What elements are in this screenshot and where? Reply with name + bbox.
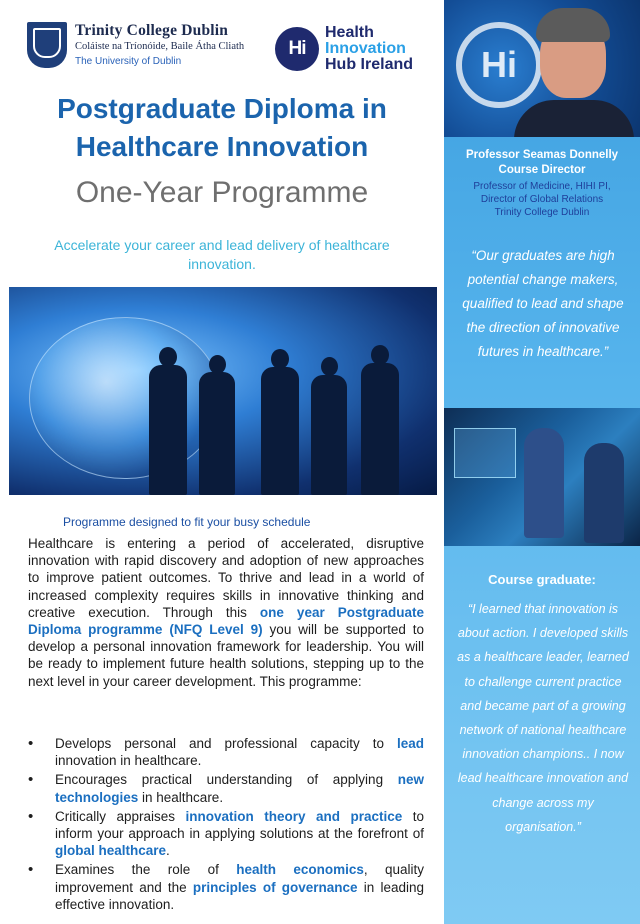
list-item: • Develops personal and professional capacity to lead innovation in healthcare. bbox=[28, 735, 424, 769]
sidebar bbox=[444, 0, 640, 924]
director-title: Course Director bbox=[498, 164, 586, 176]
globe-graphic bbox=[29, 317, 221, 479]
title-line2: Healthcare Innovation bbox=[75, 131, 369, 162]
graduate-heading: Course graduate: bbox=[488, 572, 596, 587]
hih-logo bbox=[275, 25, 413, 73]
page-title bbox=[0, 90, 444, 166]
hero-image bbox=[9, 287, 437, 495]
graduate-quote: “I learned that innovation is about action. I developed skills as a healthcare leader, learned to challenge current practice and became part of a growing network of national healthcare innovation champions.. I now lead healthcare innovation and change across my organisation.” bbox=[457, 602, 629, 834]
director-name: Professor Seamas Donnelly bbox=[465, 149, 619, 161]
tcd-crest-icon bbox=[27, 22, 67, 68]
director-role-3: Trinity College Dublin bbox=[494, 207, 590, 218]
tagline: Accelerate your career and lead delivery of healthcare innovation. bbox=[54, 237, 390, 272]
hih-line2: Innovation bbox=[325, 40, 406, 57]
programme-highlight: one year Postgraduate Diploma programme (NFQ Level 9) bbox=[28, 604, 424, 638]
intro-paragraph bbox=[28, 535, 424, 690]
hi-background-icon: Hi bbox=[456, 22, 542, 108]
hi-badge-icon: Hi bbox=[275, 27, 319, 71]
schedule-note: Programme designed to fit your busy schedule bbox=[63, 515, 311, 529]
page-subtitle: One-Year Programme bbox=[75, 176, 369, 209]
clinicians-photo bbox=[444, 408, 640, 546]
tcd-irish-name: Coláiste na Tríonóide, Baile Átha Cliath bbox=[75, 41, 245, 53]
list-item: • Encourages practical understanding of applying new technologies in healthcare. bbox=[28, 771, 424, 805]
title-line1: Postgraduate Diploma in bbox=[57, 93, 387, 124]
director-role-2: Director of Global Relations bbox=[480, 194, 604, 205]
intro-text-end: you will be supported to develop a personal innovation framework for leadership. You will be ready to implement future health solutions, stepping up to the next level in your career development. This programme: bbox=[28, 622, 424, 689]
director-name-block bbox=[444, 148, 640, 178]
intro-text: Healthcare is entering a period of accelerated, disruptive innovation with rapid discovery and adoption of new approaches to improve patient outcomes. To thrive and lead in a world of increased complexity requires skills in innovative thinking and creative execution. Through this bbox=[28, 536, 424, 620]
director-quote: “Our graduates are high potential change makers, qualified to lead and shape the direction of innovative futures in healthcare.” bbox=[462, 248, 624, 359]
director-photo bbox=[444, 0, 640, 137]
tcd-logo bbox=[27, 22, 244, 68]
tcd-university: The University of Dublin bbox=[75, 55, 182, 67]
director-role-1: Professor of Medicine, HIHI PI, bbox=[473, 181, 611, 192]
tcd-name: Trinity College Dublin bbox=[75, 22, 229, 39]
hih-line1: Health bbox=[325, 24, 374, 41]
hih-line3: Hub Ireland bbox=[325, 56, 414, 73]
list-item: • Critically appraises innovation theory and practice to inform your approach in applying solutions at the forefront of global healthcare. bbox=[28, 808, 424, 860]
programme-bullets bbox=[28, 735, 424, 915]
list-item: • Examines the role of health economics, quality improvement and the principles of governance in leading effective innovation. bbox=[28, 861, 424, 913]
director-roles bbox=[444, 180, 640, 219]
